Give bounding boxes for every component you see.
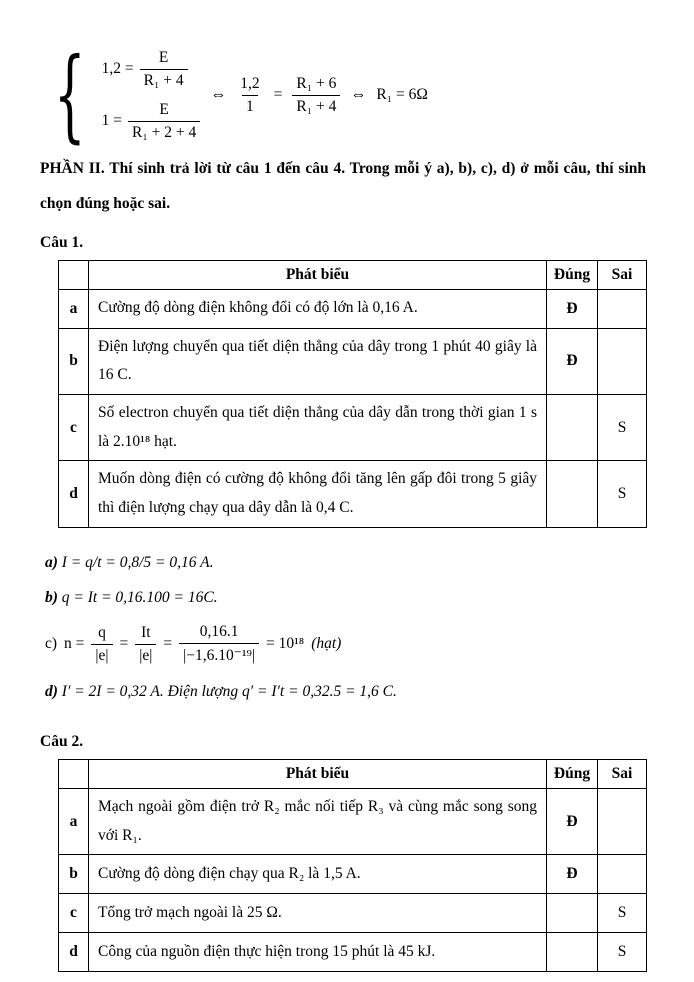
table-row [59,855,647,894]
ratio-right-fraction [292,75,340,116]
row-label: c [59,894,89,933]
sai-cell [598,328,647,394]
fraction-numerator: q [98,623,106,641]
row-label: d [59,933,89,972]
dung-header: Đúng [547,260,598,289]
solution-c-fraction [179,623,259,665]
statement-header: Phát biểu [89,260,547,289]
fraction-numerator: E [158,48,169,66]
dung-cell: Đ [547,328,598,394]
fraction-denominator: |−1,6.10⁻¹⁹| [179,643,259,665]
fraction-denominator: |e| [135,644,156,665]
fraction-numerator: It [141,623,151,641]
fraction-numerator: E [159,100,169,118]
sai-header: Sai [598,260,647,289]
solution-a-text: I = q/t = 0,8/5 = 0,16 A. [61,553,214,571]
table-row [59,328,647,394]
statement-cell: Tổng trở mạch ngoài là 25 Ω. [89,894,547,933]
fraction-denominator: R₁ + 4 [292,95,340,116]
dung-cell: Đ [547,788,598,854]
fraction-denominator: R₁ + 2 + 4 [128,121,200,142]
solution-a [45,552,646,574]
eq1-lhs: 1,2 = [101,60,134,77]
dung-cell [547,933,598,972]
table-row [59,788,647,854]
solution-d-text: I′ = 2I = 0,32 A. Điện lượng q′ = I′t = 0,32.5 = 1,6 C. [61,683,397,701]
table-row [59,894,647,933]
table-header-row [59,260,647,289]
statement-cell: Cường độ dòng điện chạy qua R₂ là 1,5 A. [89,855,547,894]
fraction-numerator: 0,16.1 [199,623,239,641]
sai-cell [598,788,647,854]
cau2-table [58,759,647,972]
sai-cell [598,289,647,328]
row-label: b [59,328,89,394]
eq2-lhs: 1 = [101,112,122,129]
solution-c-fraction [135,624,156,665]
eq1-fraction [140,49,188,90]
ratio-left-fraction [236,75,263,116]
solution-c-lhs: n = [64,635,85,653]
table-row [59,933,647,972]
corner-cell [59,260,89,289]
dung-cell: Đ [547,855,598,894]
solution-c-result: = 10¹⁸ [266,635,305,653]
equation-column [102,49,201,142]
row-label: b [59,855,89,894]
cau1-table [58,260,647,528]
equals-sign: = [163,635,173,653]
equals-sign: = [273,86,283,103]
equals-sign: = [119,635,129,653]
iff-arrow: ⇔ [350,86,367,103]
statement-cell: Cường độ dòng điện không đổi có độ lớn là 0,16 A. [89,289,547,328]
row-label: a [59,289,89,328]
equation-system [44,36,646,153]
iff-arrow: ⇔ [210,86,227,103]
sai-cell: S [598,894,647,933]
fraction-numerator: 1,2 [240,74,260,92]
sai-header: Sai [598,759,647,788]
fraction-denominator: 1 [242,95,258,116]
statement-cell: Mạch ngoài gồm điện trở R₂ mắc nối tiếp R₃ và cùng mắc song song với R₁. [89,788,547,854]
sai-cell: S [598,933,647,972]
equation-2 [102,101,201,142]
statement-header: Phát biểu [89,759,547,788]
statement-cell: Muốn dòng điện có cường độ không đổi tăng lên gấp đôi trong 5 giây thì điện lượng chạy qua dây dẫn là 0,4 C. [89,461,547,527]
table-header-row [59,759,647,788]
solution-d [45,681,646,703]
left-brace: { [53,36,86,153]
dung-cell: Đ [547,289,598,328]
question2-label: Câu 2. [40,732,84,750]
dung-cell [547,894,598,933]
statement-cell: Công của nguồn điện thực hiện trong 15 phút là 45 kJ. [89,933,547,972]
solution-b [45,587,646,609]
solution-b-label: b) [45,589,58,607]
question1-label: Câu 1. [40,233,84,251]
sai-cell: S [598,395,647,461]
eq2-fraction [128,101,200,142]
dung-cell [547,461,598,527]
dung-header: Đúng [547,759,598,788]
solution-b-text: q = It = 0,16.100 = 16C. [61,589,218,607]
equation-1 [102,49,201,90]
equation-result: R₁ = 6Ω [376,86,428,103]
fraction-denominator: |e| [91,644,112,665]
part2-heading: PHẦN II. Thí sinh trả lời từ câu 1 đến câu 4. Trong mỗi ý a), b), c), d) ở mỗi câu, thí sinh chọn đúng hoặc sai. [40,160,646,212]
solution-d-label: d) [45,683,58,701]
table-row [59,395,647,461]
solution-a-label: a) [45,553,58,571]
solution-c-unit: (hạt) [311,635,342,653]
fraction-denominator: R₁ + 4 [140,69,188,90]
fraction-numerator: R₁ + 6 [296,74,337,92]
row-label: a [59,788,89,854]
statement-cell: Điện lượng chuyển qua tiết diện thẳng của dây trong 1 phút 40 giây là 16 C. [89,328,547,394]
cau1-solutions [45,552,646,703]
statement-cell: Số electron chuyển qua tiết diện thẳng của dây dẫn trong thời gian 1 s là 2.10¹⁸ hạt. [89,395,547,461]
corner-cell [59,759,89,788]
row-label: c [59,395,89,461]
row-label: d [59,461,89,527]
table-row [59,289,647,328]
dung-cell [547,395,598,461]
solution-c [45,623,646,665]
sai-cell [598,855,647,894]
solution-c-label: c) [45,635,58,653]
sai-cell: S [598,461,647,527]
solution-c-fraction [91,624,112,665]
table-row [59,461,647,527]
